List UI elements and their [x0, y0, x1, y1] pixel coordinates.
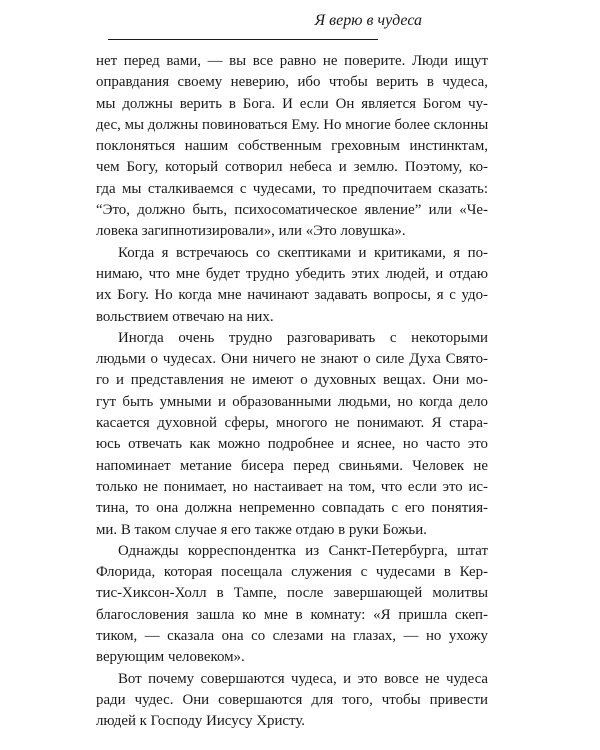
text-line: Иногда очень трудно разговаривать с некоторыми	[118, 329, 488, 346]
paragraph-5	[96, 669, 488, 733]
text-line: благословения зашла ко мне в комнату: «Я пришла скеп-	[96, 606, 488, 623]
text-line: Когда я встречаюсь со скептиками и критиками, я по-	[118, 244, 488, 261]
text-line: гут быть умными и образованными людьми, но когда дело	[96, 393, 488, 410]
text-line: только не понимает, но настаивает на том, что если это ис-	[96, 478, 488, 495]
paragraph-4	[96, 541, 488, 669]
text-line: юсь отвечать как можно подробнее и яснее, но часто это	[96, 436, 488, 453]
paragraph-2	[96, 243, 488, 328]
text-line: Вот почему совершаются чудеса, и это вовсе не чудеса	[118, 670, 488, 687]
text-line: нет перед вами, — вы все равно не поверите. Люди ищут	[96, 53, 488, 69]
paragraph-1	[96, 51, 488, 243]
text-line: тиком, — сказала она со слезами на глазах, — но ухожу	[96, 628, 488, 645]
text-line: Флорида, которая посещала служения с чудесами в Кер-	[96, 564, 488, 581]
text-line: гда мы сталкиваемся с чудесами, то предпочитаем сказать:	[96, 180, 488, 197]
paragraph-3	[96, 328, 488, 541]
text-line: ми. В таком случае я его также отдаю в руки Божьи.	[96, 521, 427, 538]
text-line: нимаю, что мне будет трудно убедить этих людей, и отдаю	[96, 265, 488, 282]
text-line: Однажды корреспондентка из Санкт-Петербурга, штат	[118, 542, 488, 559]
running-header	[0, 10, 600, 50]
header-rule	[108, 39, 378, 40]
text-line: дес, мы должны повиноваться Ему. Но многие более склонны	[96, 116, 489, 133]
text-line: людьми о чудесах. Они ничего не знают о силе Духа Свято-	[96, 351, 488, 368]
text-line: касается духовной сферы, многого не понимают. Я стара-	[96, 415, 488, 432]
text-line: тис-Хиксон-Холл в Тампе, после завершающей молитвы	[96, 585, 488, 602]
text-line: го и представления не имеют о духовных вещах. Они мо-	[96, 372, 488, 389]
text-line: ради чудес. Они совершаются для того, чтобы привести	[96, 691, 488, 708]
text-line: их Богу. Но когда мне начинают задавать вопросы, я с удо-	[96, 287, 488, 304]
text-line: напоминает метание бисера перед свиньями. Человек не	[96, 457, 488, 474]
body-text	[96, 51, 488, 733]
text-line: тина, то она должна непременно совпадать с его понятия-	[96, 500, 488, 517]
text-line: вольствием отвечаю на них.	[96, 308, 274, 325]
text-line: ловека загипнотизировали», или «Это ловушка».	[96, 223, 406, 240]
text-line: “Это, должно быть, психосоматическое явление” или «Че-	[96, 202, 488, 219]
text-line: верующим человеком».	[96, 649, 245, 666]
text-line: мы должны верить в Бога. И если Он является Богом чу-	[96, 95, 488, 112]
text-line: оправдания своему неверию, ибо чтобы верить в чудеса,	[96, 74, 488, 91]
text-line: людей к Господу Иисусу Христу.	[96, 713, 306, 730]
text-line: поклоняться нашим собственным греховным инстинктам,	[96, 138, 488, 155]
text-line: чем Богу, который сотворил небеса и землю. Поэтому, ко-	[96, 159, 488, 176]
running-title: Я верю в чудеса	[314, 12, 422, 29]
